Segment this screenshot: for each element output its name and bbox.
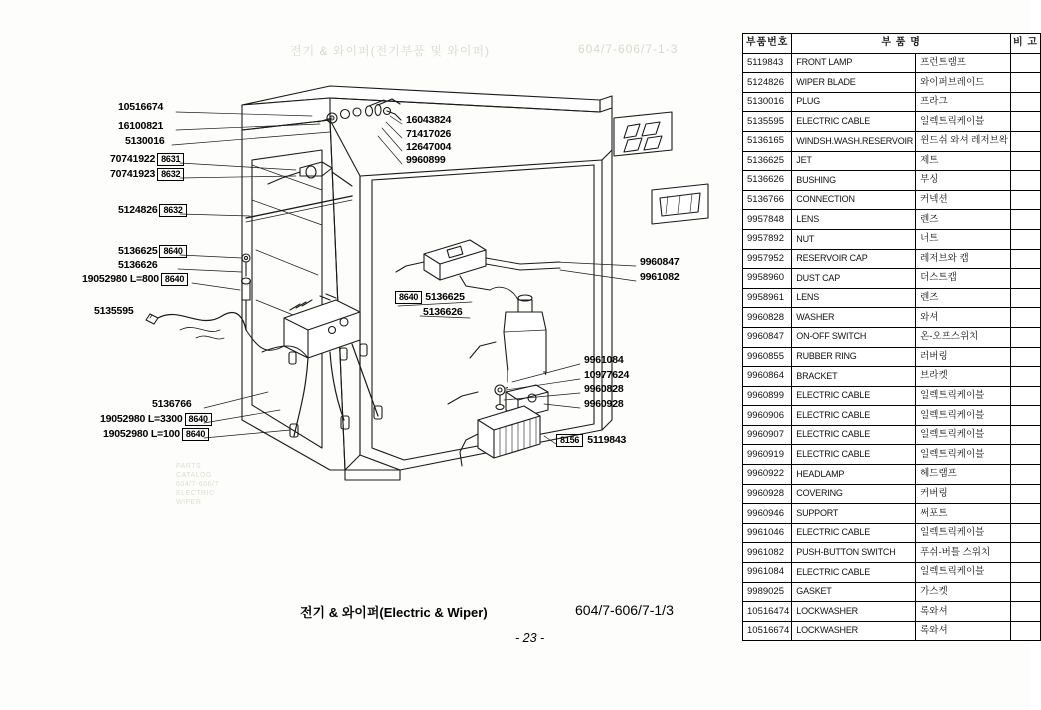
option-box: 8631 — [157, 153, 184, 166]
table-row — [743, 582, 1041, 602]
cell-part-no: 9960899 — [743, 386, 792, 406]
cell-remark — [1010, 92, 1040, 112]
cell-part-name-kr: 와셔 — [916, 308, 1011, 328]
cell-part-no: 5136766 — [743, 190, 792, 210]
table-row — [743, 210, 1041, 230]
callout-9960928: 9960928 — [584, 398, 624, 410]
callout-5136626: 5136626 — [118, 259, 158, 271]
cell-part-no: 5130016 — [743, 92, 792, 112]
cell-part-no: 10516674 — [743, 621, 792, 641]
cell-part-name-kr: 일렉트릭케이블 — [916, 425, 1011, 445]
callout-10977624: 10977624 — [584, 369, 630, 381]
cell-part-no: 9958960 — [743, 269, 792, 289]
header-name: 부 품 명 — [792, 34, 1011, 54]
cell-part-no: 5135595 — [743, 112, 792, 132]
cell-part-no: 9960922 — [743, 465, 792, 485]
cell-part-name-en: COVERING — [792, 484, 916, 504]
cell-part-name-kr: 윈드쉬 와셔 레저브왁 — [916, 131, 1011, 151]
cell-part-no: 9960928 — [743, 484, 792, 504]
cell-part-no: 5136626 — [743, 171, 792, 191]
cell-part-name-kr: 프런트램프 — [916, 53, 1011, 73]
cell-remark — [1010, 425, 1040, 445]
cell-part-name-en: JET — [792, 151, 916, 171]
cell-remark — [1010, 190, 1040, 210]
table-row — [743, 563, 1041, 583]
cell-part-name-kr: 가스켓 — [916, 582, 1011, 602]
cell-part-no: 9989025 — [743, 582, 792, 602]
table-row — [743, 229, 1041, 249]
table-row — [743, 445, 1041, 465]
cell-part-name-kr: 록와셔 — [916, 602, 1011, 622]
parts-table — [742, 33, 1041, 641]
cell-part-name-en: RESERVOIR CAP — [792, 249, 916, 269]
cell-part-name-en: LENS — [792, 288, 916, 308]
cell-part-name-kr: 브라켓 — [916, 367, 1011, 387]
cell-part-no: 5136165 — [743, 131, 792, 151]
table-row — [743, 621, 1041, 641]
callout-70741922: 70741922 8631 — [110, 153, 184, 166]
cell-remark — [1010, 406, 1040, 426]
callout-5136766: 5136766 — [152, 398, 192, 410]
table-header-row — [743, 34, 1041, 54]
table-row — [743, 386, 1041, 406]
cell-part-name-en: SUPPORT — [792, 504, 916, 524]
option-box: 8640 — [161, 273, 188, 286]
cell-part-name-kr: 헤드램프 — [916, 465, 1011, 485]
callout-71417026: 71417026 — [406, 128, 452, 140]
cell-part-name-en: ELECTRIC CABLE — [792, 386, 916, 406]
callout-19052980-100: 19052980 L=100 8640 — [103, 428, 209, 441]
cell-remark — [1010, 327, 1040, 347]
figure-caption: 전기 & 와이퍼(Electric & Wiper) — [300, 605, 488, 620]
cell-remark — [1010, 288, 1040, 308]
cell-remark — [1010, 367, 1040, 387]
header-part-no: 부품번호 — [743, 34, 792, 54]
cell-part-name-kr: 렌즈 — [916, 210, 1011, 230]
option-box: 8640 — [159, 245, 186, 258]
cell-part-name-en: ELECTRIC CABLE — [792, 406, 916, 426]
cell-part-name-kr: 러버링 — [916, 347, 1011, 367]
cell-remark — [1010, 210, 1040, 230]
table-row — [743, 347, 1041, 367]
cell-remark — [1010, 445, 1040, 465]
cell-part-no: 9960919 — [743, 445, 792, 465]
table-row — [743, 523, 1041, 543]
callout-19052980-3300: 19052980 L=3300 8640 — [100, 413, 212, 426]
table-row — [743, 308, 1041, 328]
cell-part-name-kr: 더스트캡 — [916, 269, 1011, 289]
cell-part-no: 9957892 — [743, 229, 792, 249]
cell-part-name-en: CONNECTION — [792, 190, 916, 210]
option-box: 8640 — [182, 428, 209, 441]
cell-part-no: 5119843 — [743, 53, 792, 73]
callout-12647004: 12647004 — [406, 141, 452, 153]
cell-part-name-en: BRACKET — [792, 367, 916, 387]
cell-remark — [1010, 347, 1040, 367]
callout-5136625: 5136625 8640 — [118, 245, 187, 258]
table-row — [743, 53, 1041, 73]
cell-part-no: 9961084 — [743, 563, 792, 583]
callout-19052980-800: 19052980 L=800 8640 — [82, 273, 188, 286]
cell-part-name-en: DUST CAP — [792, 269, 916, 289]
cell-part-name-kr: 써포트 — [916, 504, 1011, 524]
cell-part-name-en: BUSHING — [792, 171, 916, 191]
cell-part-name-kr: 일렉트릭케이블 — [916, 563, 1011, 583]
option-box: 8640 — [395, 291, 422, 304]
cell-remark — [1010, 602, 1040, 622]
callout-9960847: 9960847 — [640, 256, 680, 268]
cell-part-name-kr: 부싱 — [916, 171, 1011, 191]
table-row — [743, 73, 1041, 93]
cell-part-name-kr: 온-오프스위치 — [916, 327, 1011, 347]
cell-part-name-en: LOCKWASHER — [792, 602, 916, 622]
table-row — [743, 171, 1041, 191]
cell-part-no: 9957952 — [743, 249, 792, 269]
callout-10516674: 10516674 — [118, 101, 164, 113]
cell-remark — [1010, 308, 1040, 328]
cell-part-name-kr: 록와셔 — [916, 621, 1011, 641]
callout-16100821: 16100821 — [118, 120, 164, 132]
callout-5130016: 5130016 — [125, 135, 165, 147]
cell-remark — [1010, 171, 1040, 191]
cell-part-name-kr: 일렉트릭케이블 — [916, 406, 1011, 426]
cell-part-no: 9957848 — [743, 210, 792, 230]
cell-part-name-en: WINDSH.WASH.RESERVOIR — [792, 131, 916, 151]
cell-part-name-kr: 레저브와 캡 — [916, 249, 1011, 269]
table-row — [743, 269, 1041, 289]
callout-9960899: 9960899 — [406, 154, 446, 166]
cell-remark — [1010, 151, 1040, 171]
option-box: 8632 — [157, 168, 184, 181]
cell-part-name-en: LENS — [792, 210, 916, 230]
cell-remark — [1010, 523, 1040, 543]
cell-part-no: 9961046 — [743, 523, 792, 543]
cell-part-name-kr: 너트 — [916, 229, 1011, 249]
cell-part-name-en: ON-OFF SWITCH — [792, 327, 916, 347]
cell-part-name-en: GASKET — [792, 582, 916, 602]
callout-5119843: 8156 5119843 — [556, 434, 626, 447]
cell-remark — [1010, 386, 1040, 406]
header-remark: 비 고 — [1010, 34, 1040, 54]
cell-part-name-kr: 일렉트릭케이블 — [916, 386, 1011, 406]
cell-remark — [1010, 53, 1040, 73]
table-row — [743, 406, 1041, 426]
cell-part-no: 9960946 — [743, 504, 792, 524]
cell-part-no: 9960907 — [743, 425, 792, 445]
cell-part-name-kr: 커버링 — [916, 484, 1011, 504]
cell-part-name-kr: 프라그 — [916, 92, 1011, 112]
cell-remark — [1010, 504, 1040, 524]
cell-part-name-en: ELECTRIC CABLE — [792, 425, 916, 445]
table-row — [743, 425, 1041, 445]
table-row — [743, 484, 1041, 504]
table-row — [743, 465, 1041, 485]
cell-part-no: 5136625 — [743, 151, 792, 171]
cell-remark — [1010, 621, 1040, 641]
figure-code: 604/7-606/7-1/3 — [575, 602, 674, 618]
ghost-header-right: 604/7-606/7-1-3 — [578, 42, 679, 56]
cell-part-name-en: HEADLAMP — [792, 465, 916, 485]
cell-part-name-en: ELECTRIC CABLE — [792, 112, 916, 132]
cell-part-name-kr: 렌즈 — [916, 288, 1011, 308]
cell-remark — [1010, 543, 1040, 563]
cell-part-name-en: ELECTRIC CABLE — [792, 563, 916, 583]
callout-5124826: 5124826 8632 — [118, 204, 187, 217]
table-row — [743, 367, 1041, 387]
callout-70741923: 70741923 8632 — [110, 168, 184, 181]
cell-part-name-kr: 일렉트릭케이블 — [916, 523, 1011, 543]
cell-part-name-en: PUSH-BUTTON SWITCH — [792, 543, 916, 563]
cell-remark — [1010, 465, 1040, 485]
callout-5136625-mid: 8640 5136625 — [395, 291, 465, 304]
callout-5135595: 5135595 — [94, 305, 134, 317]
cell-remark — [1010, 563, 1040, 583]
cell-part-name-kr: 제트 — [916, 151, 1011, 171]
cell-part-name-kr: 일렉트릭케이블 — [916, 445, 1011, 465]
cell-part-name-en: RUBBER RING — [792, 347, 916, 367]
cell-part-name-en: PLUG — [792, 92, 916, 112]
page-number: - 23 - — [515, 631, 545, 645]
cell-remark — [1010, 73, 1040, 93]
callout-9960828: 9960828 — [584, 383, 624, 395]
cell-remark — [1010, 484, 1040, 504]
cell-part-no: 9960828 — [743, 308, 792, 328]
table-row — [743, 249, 1041, 269]
cell-part-name-kr: 푸쉬-버틀 스위치 — [916, 543, 1011, 563]
table-row — [743, 151, 1041, 171]
option-box: 8156 — [556, 434, 583, 447]
table-row — [743, 327, 1041, 347]
cell-part-name-kr: 일렉트릭케이블 — [916, 112, 1011, 132]
table-row — [743, 543, 1041, 563]
callout-9961082: 9961082 — [640, 271, 680, 283]
table-row — [743, 602, 1041, 622]
callout-9961084: 9961084 — [584, 354, 624, 366]
ghost-header-left: 전기 & 와이퍼(전기부품 및 와이퍼) — [290, 44, 491, 58]
option-box: 8640 — [185, 413, 212, 426]
cell-remark — [1010, 582, 1040, 602]
cell-remark — [1010, 131, 1040, 151]
cell-part-name-en: LOCKWASHER — [792, 621, 916, 641]
option-box: 8632 — [159, 204, 186, 217]
cell-part-name-en: ELECTRIC CABLE — [792, 523, 916, 543]
cell-part-name-en: NUT — [792, 229, 916, 249]
cell-remark — [1010, 112, 1040, 132]
cell-part-no: 9960906 — [743, 406, 792, 426]
cell-remark — [1010, 249, 1040, 269]
table-row — [743, 131, 1041, 151]
cell-part-no: 9961082 — [743, 543, 792, 563]
table-row — [743, 190, 1041, 210]
cell-part-no: 9960864 — [743, 367, 792, 387]
table-row — [743, 112, 1041, 132]
table-row — [743, 92, 1041, 112]
cell-part-no: 9958961 — [743, 288, 792, 308]
cell-part-no: 10516474 — [743, 602, 792, 622]
table-row — [743, 504, 1041, 524]
callout-5136626-mid: 5136626 — [423, 306, 463, 318]
cell-remark — [1010, 269, 1040, 289]
cell-remark — [1010, 229, 1040, 249]
cell-part-name-kr: 와이퍼브레이드 — [916, 73, 1011, 93]
cell-part-no: 9960855 — [743, 347, 792, 367]
cell-part-name-en: ELECTRIC CABLE — [792, 445, 916, 465]
cell-part-name-en: WIPER BLADE — [792, 73, 916, 93]
cell-part-no: 5124826 — [743, 73, 792, 93]
cell-part-name-kr: 커넥션 — [916, 190, 1011, 210]
cell-part-name-en: FRONT LAMP — [792, 53, 916, 73]
ghost-left-block: PARTS CATALOG 604/7-606/7 ELECTRIC WIPER — [176, 463, 219, 506]
table-row — [743, 288, 1041, 308]
cell-part-name-en: WASHER — [792, 308, 916, 328]
cell-part-no: 9960847 — [743, 327, 792, 347]
callout-16043824: 16043824 — [406, 114, 452, 126]
